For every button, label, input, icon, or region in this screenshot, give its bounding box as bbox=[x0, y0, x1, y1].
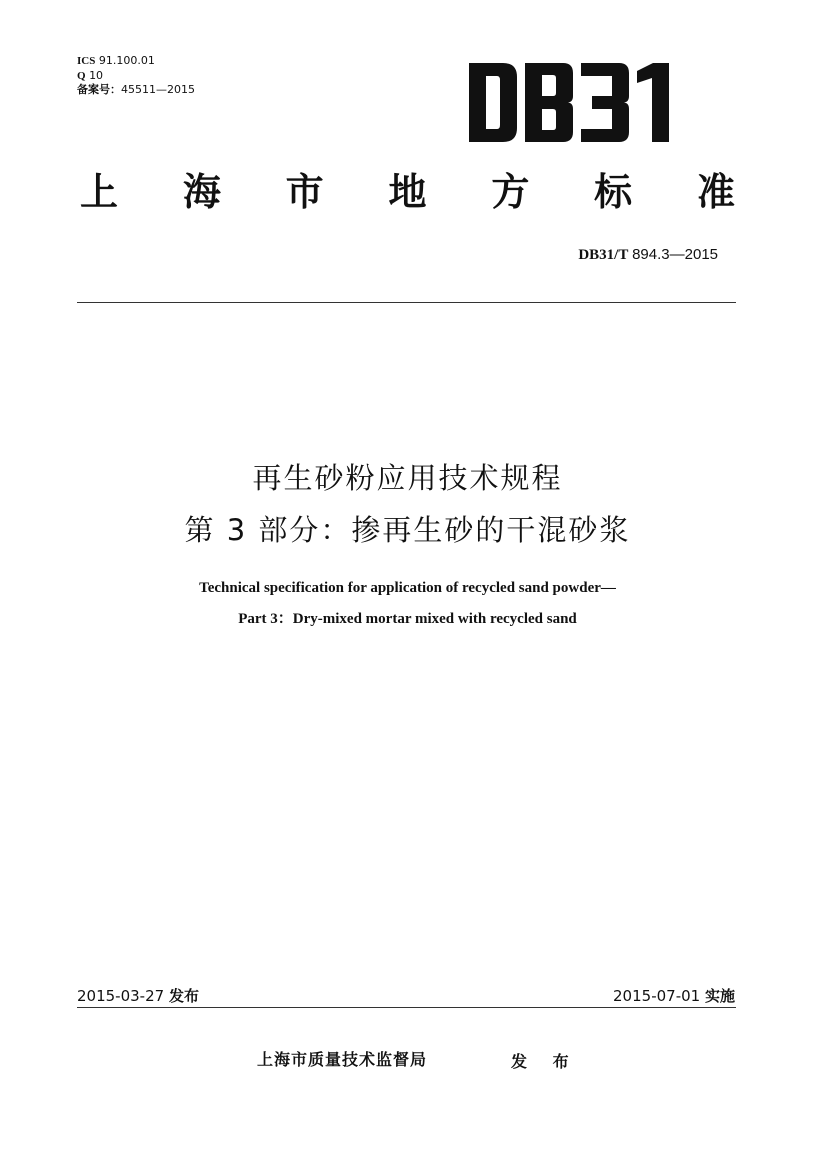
effective-label: 实施 bbox=[704, 987, 735, 1005]
standard-type-char: 海 bbox=[182, 170, 221, 214]
standard-type-char: 地 bbox=[388, 170, 427, 214]
standard-code bbox=[578, 246, 718, 264]
standard-code-suffix: 894.3—2015 bbox=[632, 246, 718, 263]
title-en-line1: Technical specification for application of recycled sand powder— bbox=[199, 580, 616, 596]
ccs-row bbox=[77, 69, 195, 84]
bottom-divider bbox=[77, 1007, 736, 1008]
standard-type-char: 上 bbox=[80, 170, 119, 214]
issue-label: 发布 bbox=[168, 987, 199, 1005]
ccs-value: 10 bbox=[89, 68, 104, 82]
standard-type-char: 市 bbox=[285, 170, 324, 214]
issuer-name: 上海市质量技术监督局 bbox=[257, 1050, 428, 1069]
record-row bbox=[77, 83, 195, 97]
standard-type-char: 准 bbox=[696, 170, 735, 214]
ics-key: ICS bbox=[77, 55, 96, 67]
issue-date: 2015-03-27 bbox=[77, 987, 165, 1005]
effective-date-block bbox=[613, 985, 735, 1006]
title-cn-line2: 第 3 部分：掺再生砂的干混砂浆 bbox=[184, 513, 631, 547]
classification-block bbox=[77, 54, 195, 97]
title-cn-line1: 再生砂粉应用技术规程 bbox=[252, 461, 563, 495]
title-en-line2: Part 3：Dry-mixed mortar mixed with recycled sand bbox=[238, 611, 577, 627]
ics-row bbox=[77, 54, 195, 69]
record-value: 45511—2015 bbox=[121, 83, 195, 96]
standard-type-char: 标 bbox=[594, 170, 633, 214]
effective-date: 2015-07-01 bbox=[613, 987, 701, 1005]
standard-type-char: 方 bbox=[491, 170, 530, 214]
standard-code-prefix: DB31/T bbox=[578, 247, 629, 263]
standard-type-heading bbox=[80, 168, 735, 216]
ics-value: 91.100.01 bbox=[98, 54, 155, 67]
top-divider bbox=[77, 302, 736, 303]
issue-date-block bbox=[77, 985, 199, 1006]
ccs-key: Q bbox=[77, 69, 86, 82]
record-label: 备案号： bbox=[77, 83, 121, 96]
issuer-verb: 发 布 bbox=[511, 1052, 579, 1071]
db31-logo bbox=[469, 63, 691, 142]
